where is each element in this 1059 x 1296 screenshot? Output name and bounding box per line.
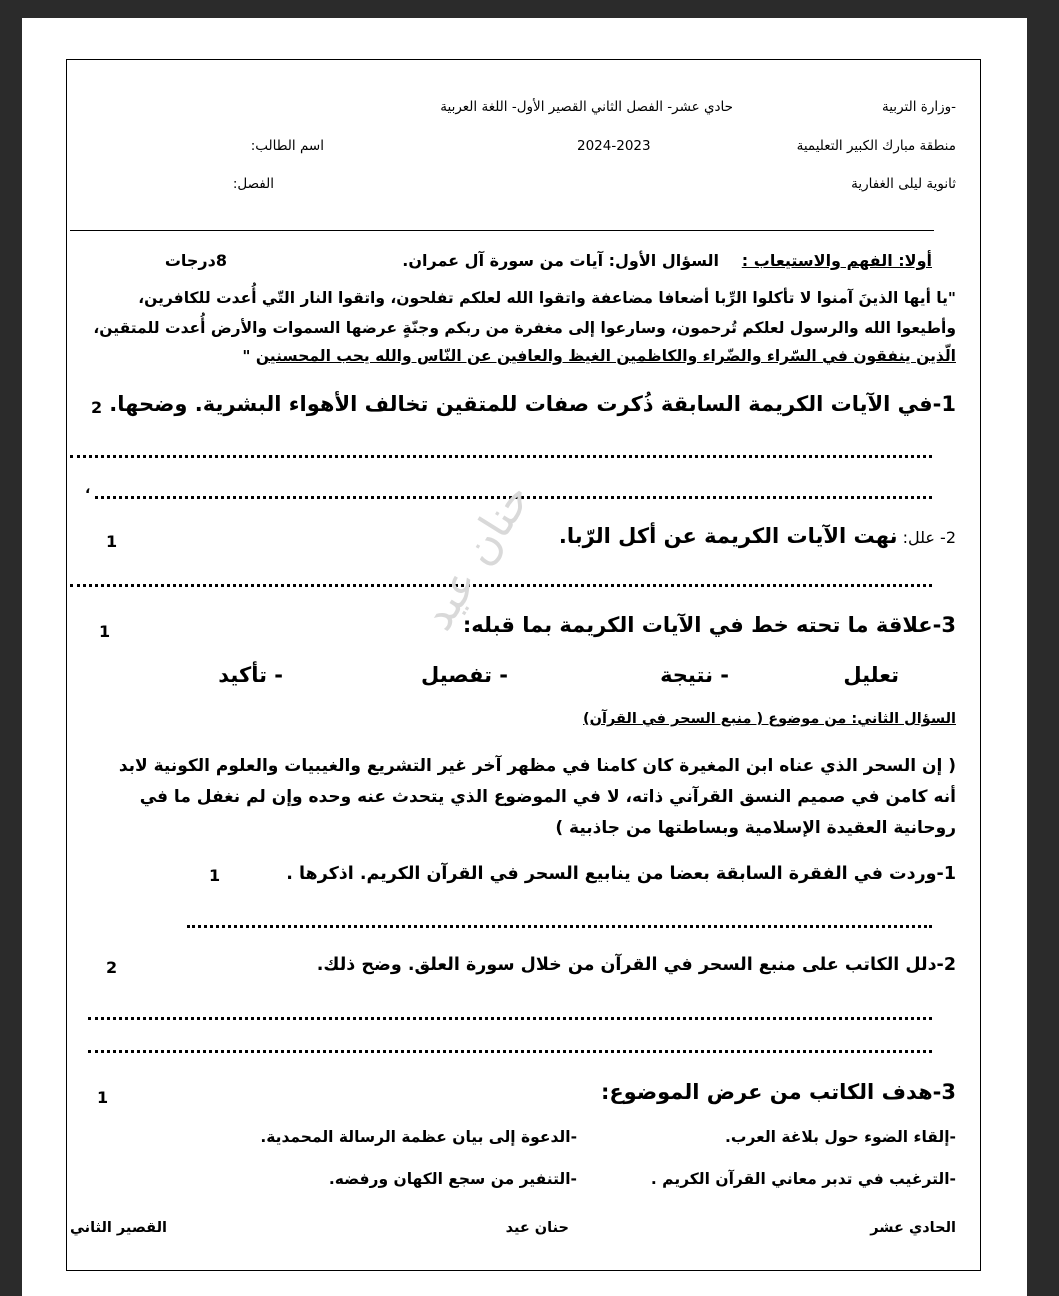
school-year: 2024-2023 — [577, 138, 651, 154]
ministry-label: -وزارة التربية — [882, 99, 956, 115]
question1-title: السؤال الأول: آيات من سورة آل عمران. — [402, 251, 719, 270]
school-label: ثانوية ليلى الغفارية — [851, 176, 956, 192]
section1-title: أولا: الفهم والاستيعاب : — [741, 251, 932, 270]
watermark: حنان عيد — [412, 473, 542, 640]
goal-option-1: -إلقاء الضوء حول بلاغة العرب. — [724, 1128, 956, 1146]
section1-grade: 8درجات — [164, 251, 227, 270]
s2-q3-mark: 1 — [97, 1088, 109, 1107]
answer-line-mark: ، — [85, 481, 91, 497]
option-ta3lil: تعليل — [843, 663, 899, 687]
footer-exam: القصير الثاني — [69, 1220, 167, 1236]
paragraph-line-3: روحانية العقيدة الإسلامية وبساطتها من جاذبية ) — [555, 818, 956, 838]
student-name-label: اسم الطالب: — [250, 138, 324, 154]
s1-question-3: 3-علاقة ما تحته خط في الآيات الكريمة بما قبله: — [462, 613, 956, 637]
answer-line — [88, 1050, 932, 1053]
goal-option-3: -الترغيب في تدبر معاني القرآن الكريم . — [650, 1170, 956, 1188]
s2-q1-mark: 1 — [209, 866, 221, 885]
s1-q1-mark: 2 — [91, 398, 103, 417]
answer-line — [88, 1017, 932, 1020]
section2-title: السؤال الثاني: من موضوع ( منبع السحر في القرآن) — [583, 711, 956, 727]
paragraph-line-1: ( إن السحر الذي عناه ابن المغيرة كان كامنا في مظهر آخر غير التشريع والغيبيات والعلوم الكونية لابد — [118, 756, 956, 776]
footer-grade: الحادي عشر — [870, 1220, 956, 1236]
exam-page — [22, 18, 1027, 1296]
s2-q2-mark: 2 — [106, 958, 118, 977]
answer-line — [70, 584, 932, 587]
answer-line — [70, 455, 932, 458]
goal-option-2: -الدعوة إلى بيان عظمة الرسالة المحمدية. — [260, 1128, 577, 1146]
s1-question-1: 1-في الآيات الكريمة السابقة ذُكرت صفات للمتقين تخالف الأهواء البشرية. وضحها. — [109, 392, 956, 416]
goal-option-4: -التنفير من سجع الكهان ورفضه. — [328, 1170, 577, 1188]
verse-line-2: وأطيعوا الله والرسول لعلكم تُرحمون، وسارعوا إلى مغفرة من ربكم وجنّةٍ عرضها السموات والأرض أُعدت للمتقين، — [93, 319, 956, 337]
class-label: الفصل: — [232, 176, 274, 192]
verse-line-1: "يا أيها الذينَ آمنوا لا تأكلوا الرِّبا أضعافا مضاعفة واتقوا الله لعلكم تفلحون، واتقوا النار التّي أُعدت للكافرين، — [138, 289, 956, 307]
exam-title: حادي عشر- الفصل الثاني القصير الأول- اللغة العربية — [440, 99, 733, 115]
underlined-verse-part: الّذين ينفقون في السّراء والضّراء والكاظمين الغيظ والعافين عن النّاس والله يحب المحسنين — [255, 347, 956, 365]
s2-question-1: 1-وردت في الفقرة السابقة بعضا من ينابيع السحر في القرآن الكريم. اذكرها . — [286, 864, 956, 884]
header-divider — [70, 230, 934, 231]
s2-question-3: 3-هدف الكاتب من عرض الموضوع: — [600, 1080, 956, 1104]
s1-q3-mark: 1 — [99, 622, 111, 641]
district-label: منطقة مبارك الكبير التعليمية — [796, 138, 956, 154]
paragraph-line-2: أنه كامن في صميم النسق القرآني ذاته، لا في الموضوع الذي يتحدث عنه وحده وإن لم نغفل ما في — [139, 787, 956, 807]
verse-line-3: الّذين ينفقون في السّراء والضّراء والكاظمين الغيظ والعافين عن النّاس والله يحب المحسنين " — [242, 347, 956, 365]
option-tafseel: - تفصيل — [420, 663, 508, 687]
s1-q2-mark: 1 — [106, 532, 118, 551]
footer-teacher: حنان عيد — [505, 1220, 569, 1236]
answer-line — [95, 496, 932, 499]
answer-line — [187, 925, 932, 928]
s1-question-2: 2- علل: نهت الآيات الكريمة عن أكل الرّبا. — [558, 524, 956, 548]
option-ta2keed: - تأكيد — [218, 663, 283, 687]
option-nateeja: - نتيجة — [660, 663, 729, 687]
s2-question-2: 2-دلل الكاتب على منبع السحر في القرآن من خلال سورة العلق. وضح ذلك. — [316, 955, 956, 975]
